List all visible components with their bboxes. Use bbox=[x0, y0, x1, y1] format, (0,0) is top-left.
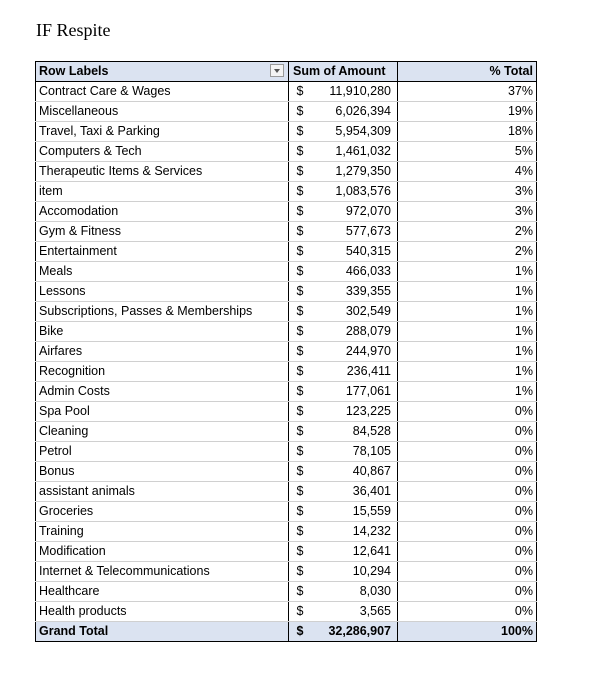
amount-cell[interactable]: 466,033 bbox=[311, 262, 398, 282]
amount-cell[interactable]: 339,355 bbox=[311, 282, 398, 302]
table-row bbox=[36, 582, 537, 602]
table-row bbox=[36, 302, 537, 322]
currency-symbol-cell[interactable]: $ bbox=[289, 102, 312, 122]
table-row bbox=[36, 422, 537, 442]
percent-cell[interactable]: 0% bbox=[398, 462, 537, 482]
currency-symbol-cell[interactable]: $ bbox=[289, 562, 312, 582]
row-label-cell[interactable]: Miscellaneous bbox=[36, 102, 289, 122]
row-label-cell[interactable]: Bonus bbox=[36, 462, 289, 482]
amount-cell[interactable]: 40,867 bbox=[311, 462, 398, 482]
amount-cell[interactable]: 1,279,350 bbox=[311, 162, 398, 182]
table-row bbox=[36, 482, 537, 502]
row-label-cell[interactable]: Airfares bbox=[36, 342, 289, 362]
percent-cell[interactable]: 1% bbox=[398, 322, 537, 342]
percent-cell[interactable]: 100% bbox=[398, 622, 537, 642]
percent-cell[interactable]: 1% bbox=[398, 342, 537, 362]
percent-cell[interactable]: 2% bbox=[398, 242, 537, 262]
row-labels-header-text: Row Labels bbox=[39, 64, 109, 78]
table-row bbox=[36, 502, 537, 522]
amount-cell[interactable]: 78,105 bbox=[311, 442, 398, 462]
table-row bbox=[36, 402, 537, 422]
amount-cell[interactable]: 236,411 bbox=[311, 362, 398, 382]
table-row bbox=[36, 182, 537, 202]
currency-symbol-cell[interactable]: $ bbox=[289, 422, 312, 442]
row-label-cell[interactable]: Cleaning bbox=[36, 422, 289, 442]
currency-symbol-cell[interactable]: $ bbox=[289, 302, 312, 322]
amount-cell[interactable]: 123,225 bbox=[311, 402, 398, 422]
percent-cell[interactable]: 5% bbox=[398, 142, 537, 162]
table-row bbox=[36, 362, 537, 382]
table-row bbox=[36, 282, 537, 302]
row-label-cell[interactable]: Internet & Telecommunications bbox=[36, 562, 289, 582]
row-label-cell[interactable]: Contract Care & Wages bbox=[36, 82, 289, 102]
currency-symbol-cell[interactable]: $ bbox=[289, 122, 312, 142]
row-labels-header[interactable] bbox=[36, 62, 289, 82]
percent-cell[interactable]: 0% bbox=[398, 582, 537, 602]
amount-cell[interactable]: 302,549 bbox=[311, 302, 398, 322]
percent-cell[interactable]: 4% bbox=[398, 162, 537, 182]
currency-symbol-cell[interactable]: $ bbox=[289, 242, 312, 262]
row-label-cell[interactable]: item bbox=[36, 182, 289, 202]
amount-cell[interactable]: 11,910,280 bbox=[311, 82, 398, 102]
amount-cell[interactable]: 14,232 bbox=[311, 522, 398, 542]
table-row bbox=[36, 262, 537, 282]
table-header-row bbox=[36, 62, 537, 82]
table-row bbox=[36, 82, 537, 102]
amount-cell[interactable]: 32,286,907 bbox=[311, 622, 398, 642]
percent-cell[interactable]: 1% bbox=[398, 282, 537, 302]
row-label-cell[interactable]: Lessons bbox=[36, 282, 289, 302]
percent-cell[interactable]: 3% bbox=[398, 182, 537, 202]
percent-cell[interactable]: 18% bbox=[398, 122, 537, 142]
currency-symbol-cell[interactable]: $ bbox=[289, 462, 312, 482]
row-label-cell[interactable]: Travel, Taxi & Parking bbox=[36, 122, 289, 142]
currency-symbol-cell[interactable]: $ bbox=[289, 502, 312, 522]
amount-cell[interactable]: 1,083,576 bbox=[311, 182, 398, 202]
amount-cell[interactable]: 1,461,032 bbox=[311, 142, 398, 162]
row-labels-filter-button[interactable] bbox=[270, 64, 284, 77]
percent-cell[interactable]: 0% bbox=[398, 442, 537, 462]
row-label-cell[interactable]: Healthcare bbox=[36, 582, 289, 602]
percent-cell[interactable]: 37% bbox=[398, 82, 537, 102]
row-label-cell[interactable]: Groceries bbox=[36, 502, 289, 522]
document-title: IF Respite bbox=[36, 20, 111, 40]
percent-cell[interactable]: 1% bbox=[398, 262, 537, 282]
table-row bbox=[36, 162, 537, 182]
table-row bbox=[36, 102, 537, 122]
row-label-cell[interactable]: Health products bbox=[36, 602, 289, 622]
amount-cell[interactable]: 36,401 bbox=[311, 482, 398, 502]
row-label-cell[interactable]: Gym & Fitness bbox=[36, 222, 289, 242]
currency-symbol-cell[interactable]: $ bbox=[289, 442, 312, 462]
percent-cell[interactable]: 0% bbox=[398, 562, 537, 582]
percent-total-header[interactable]: % Total bbox=[398, 62, 537, 82]
chevron-down-icon bbox=[274, 69, 280, 73]
percent-cell[interactable]: 0% bbox=[398, 542, 537, 562]
amount-cell[interactable]: 15,559 bbox=[311, 502, 398, 522]
amount-cell[interactable]: 540,315 bbox=[311, 242, 398, 262]
table-row bbox=[36, 462, 537, 482]
currency-symbol-cell[interactable]: $ bbox=[289, 142, 312, 162]
row-label-cell[interactable]: Recognition bbox=[36, 362, 289, 382]
currency-symbol-cell[interactable]: $ bbox=[289, 362, 312, 382]
row-label-cell[interactable]: Computers & Tech bbox=[36, 142, 289, 162]
table-row bbox=[36, 562, 537, 582]
currency-symbol-cell[interactable]: $ bbox=[289, 602, 312, 622]
row-label-cell[interactable]: Petrol bbox=[36, 442, 289, 462]
row-label-cell[interactable]: Training bbox=[36, 522, 289, 542]
currency-symbol-cell[interactable]: $ bbox=[289, 522, 312, 542]
percent-cell[interactable]: 0% bbox=[398, 522, 537, 542]
currency-symbol-cell[interactable]: $ bbox=[289, 262, 312, 282]
sum-of-amount-header[interactable]: Sum of Amount bbox=[289, 62, 398, 82]
amount-cell[interactable]: 177,061 bbox=[311, 382, 398, 402]
currency-symbol-cell[interactable]: $ bbox=[289, 222, 312, 242]
currency-symbol-cell[interactable]: $ bbox=[289, 82, 312, 102]
percent-cell[interactable]: 0% bbox=[398, 502, 537, 522]
currency-symbol-cell[interactable]: $ bbox=[289, 202, 312, 222]
currency-symbol-cell[interactable]: $ bbox=[289, 182, 312, 202]
percent-cell[interactable]: 19% bbox=[398, 102, 537, 122]
percent-cell[interactable]: 2% bbox=[398, 222, 537, 242]
table-row bbox=[36, 122, 537, 142]
grand-total-row bbox=[36, 622, 537, 642]
percent-cell[interactable]: 0% bbox=[398, 402, 537, 422]
amount-cell[interactable]: 972,070 bbox=[311, 202, 398, 222]
amount-cell[interactable]: 12,641 bbox=[311, 542, 398, 562]
row-label-cell[interactable]: Admin Costs bbox=[36, 382, 289, 402]
currency-symbol-cell[interactable]: $ bbox=[289, 542, 312, 562]
table-row bbox=[36, 522, 537, 542]
currency-symbol-cell[interactable]: $ bbox=[289, 162, 312, 182]
amount-cell[interactable]: 244,970 bbox=[311, 342, 398, 362]
amount-cell[interactable]: 6,026,394 bbox=[311, 102, 398, 122]
row-label-cell[interactable]: assistant animals bbox=[36, 482, 289, 502]
percent-cell[interactable]: 0% bbox=[398, 602, 537, 622]
table-row bbox=[36, 142, 537, 162]
currency-symbol-cell[interactable]: $ bbox=[289, 402, 312, 422]
currency-symbol-cell[interactable]: $ bbox=[289, 482, 312, 502]
amount-cell[interactable]: 5,954,309 bbox=[311, 122, 398, 142]
currency-symbol-cell[interactable]: $ bbox=[289, 322, 312, 342]
row-label-cell[interactable]: Accomodation bbox=[36, 202, 289, 222]
row-label-cell[interactable]: Entertainment bbox=[36, 242, 289, 262]
currency-symbol-cell[interactable]: $ bbox=[289, 282, 312, 302]
row-label-cell[interactable]: Grand Total bbox=[36, 622, 289, 642]
amount-cell[interactable]: 8,030 bbox=[311, 582, 398, 602]
table-row bbox=[36, 602, 537, 622]
amount-cell[interactable]: 10,294 bbox=[311, 562, 398, 582]
table-row bbox=[36, 242, 537, 262]
percent-cell[interactable]: 0% bbox=[398, 422, 537, 442]
table-row bbox=[36, 222, 537, 242]
row-label-cell[interactable]: Modification bbox=[36, 542, 289, 562]
pivot-table bbox=[35, 61, 537, 642]
percent-cell[interactable]: 1% bbox=[398, 302, 537, 322]
currency-symbol-cell[interactable]: $ bbox=[289, 382, 312, 402]
amount-cell[interactable]: 84,528 bbox=[311, 422, 398, 442]
row-label-cell[interactable]: Therapeutic Items & Services bbox=[36, 162, 289, 182]
table-row bbox=[36, 342, 537, 362]
currency-symbol-cell[interactable]: $ bbox=[289, 582, 312, 602]
row-label-cell[interactable]: Subscriptions, Passes & Memberships bbox=[36, 302, 289, 322]
table-row bbox=[36, 382, 537, 402]
table-row bbox=[36, 202, 537, 222]
table-row bbox=[36, 542, 537, 562]
percent-cell[interactable]: 0% bbox=[398, 482, 537, 502]
row-label-cell[interactable]: Spa Pool bbox=[36, 402, 289, 422]
percent-cell[interactable]: 3% bbox=[398, 202, 537, 222]
currency-symbol-cell[interactable]: $ bbox=[289, 622, 312, 642]
table-row bbox=[36, 322, 537, 342]
row-label-cell[interactable]: Bike bbox=[36, 322, 289, 342]
percent-cell[interactable]: 1% bbox=[398, 362, 537, 382]
currency-symbol-cell[interactable]: $ bbox=[289, 342, 312, 362]
percent-cell[interactable]: 1% bbox=[398, 382, 537, 402]
table-row bbox=[36, 442, 537, 462]
row-label-cell[interactable]: Meals bbox=[36, 262, 289, 282]
amount-cell[interactable]: 3,565 bbox=[311, 602, 398, 622]
amount-cell[interactable]: 577,673 bbox=[311, 222, 398, 242]
amount-cell[interactable]: 288,079 bbox=[311, 322, 398, 342]
